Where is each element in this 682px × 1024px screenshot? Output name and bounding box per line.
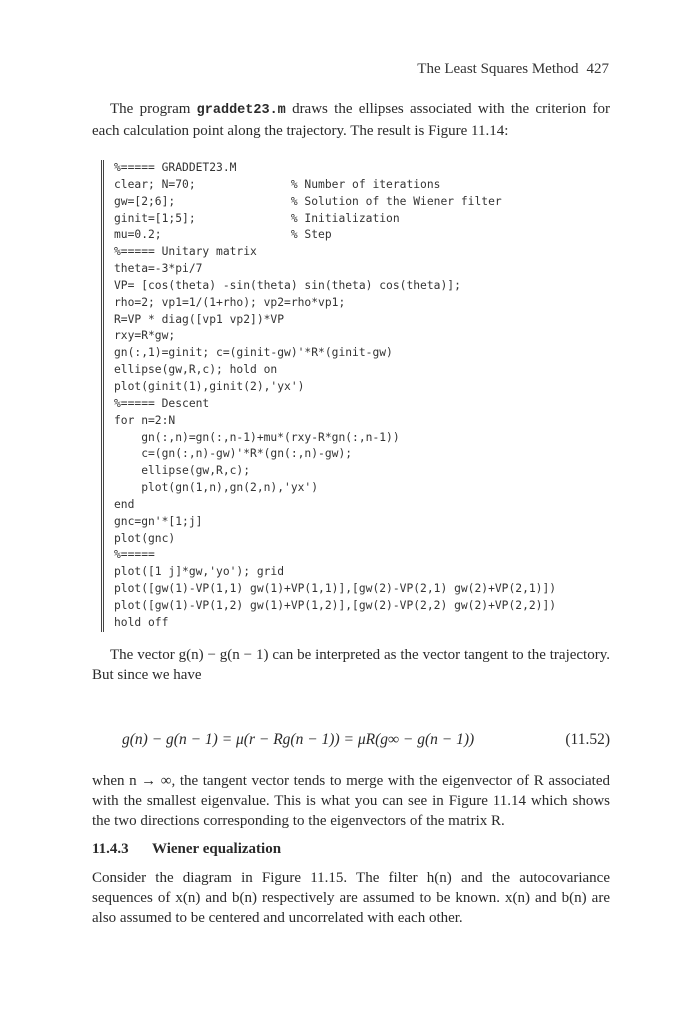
- code-line: gw=[2;6]; % Solution of the Wiener filter: [114, 194, 502, 208]
- equation-number: (11.52): [565, 731, 610, 748]
- code-line: %===== GRADDET23.M: [114, 161, 237, 174]
- code-line: plot([gw(1)-VP(1,2) gw(1)+VP(1,2)],[gw(2)-VP(2,2) gw(2)+VP(2,2)]): [114, 598, 557, 612]
- wiener-paragraph: Consider the diagram in Figure 11.15. The filter h(n) and the autocovariance sequences of x(n) and b(n) respectively are assumed to be known. x(n) and b(n) are also assumed to be centered and uncorrelated with each other.: [92, 870, 610, 926]
- code-line: rxy=R*gw;: [114, 329, 176, 343]
- code-line: mu=0.2; % Step: [114, 228, 332, 242]
- code-line: gn(:,n)=gn(:,n-1)+mu*(rxy-R*gn(:,n-1)): [114, 430, 400, 444]
- section-heading: [92, 841, 281, 858]
- equation-11-52: [92, 731, 610, 755]
- running-header: [417, 61, 609, 78]
- code-line: R=VP * diag([vp1 vp2])*VP: [114, 312, 285, 326]
- limit-paragraph: when n → ∞, the tangent vector tends to merge with the eigenvector of R associated with the smallest eigenvalue. This is what you can see in Figure 11.14 which shows the two directions corresponding to the eigenvectors of the matrix R.: [92, 773, 610, 829]
- code-line: theta=-3*pi/7: [114, 262, 203, 276]
- code-line: ellipse(gw,R,c); hold on: [114, 363, 278, 377]
- code-line: ellipse(gw,R,c);: [114, 464, 251, 478]
- code-line: %=====: [114, 548, 155, 562]
- code-line: %===== Unitary matrix: [114, 245, 257, 259]
- code-line: ginit=[1;5]; % Initialization: [114, 211, 400, 225]
- code-line: c=(gn(:,n)-gw)'*R*(gn(:,n)-gw);: [114, 447, 353, 461]
- code-line: %===== Descent: [114, 396, 210, 410]
- intro-text-after: draws the ellipses associated with the criterion for each calculation point along the trajectory. The result is Figure 11.14:: [92, 101, 610, 139]
- code-line: gn(:,1)=ginit; c=(ginit-gw)'*R*(ginit-gw): [114, 346, 393, 360]
- code-line: hold off: [114, 615, 169, 629]
- code-line: gnc=gn'*[1;j]: [114, 514, 203, 528]
- vector-paragraph: The vector g(n) − g(n − 1) can be interpreted as the vector tangent to the trajectory. But since we have: [92, 647, 610, 683]
- running-title: The Least Squares Method: [417, 61, 579, 77]
- code-line: plot(gn(1,n),gn(2,n),'yx'): [114, 481, 319, 495]
- code-line: plot(gnc): [114, 531, 176, 545]
- code-line: clear; N=70; % Number of iterations: [114, 177, 441, 191]
- code-line: VP= [cos(theta) -sin(theta) sin(theta) cos(theta)];: [114, 278, 461, 292]
- code-line: plot([1 j]*gw,'yo'); grid: [114, 565, 285, 579]
- intro-text-before: The program: [110, 101, 197, 117]
- code-line: plot(ginit(1),ginit(2),'yx'): [114, 379, 305, 393]
- intro-paragraph: [92, 99, 610, 141]
- code-line: end: [114, 497, 135, 511]
- code-line: rho=2; vp1=1/(1+rho); vp2=rho*vp1;: [114, 295, 346, 309]
- code-listing: [101, 160, 619, 632]
- code-line: plot([gw(1)-VP(1,1) gw(1)+VP(1,1)],[gw(2)-VP(2,1) gw(2)+VP(2,1)]): [114, 582, 557, 596]
- section-title: Wiener equalization: [152, 841, 282, 857]
- program-filename: graddet23.m: [196, 103, 286, 118]
- code-line: for n=2:N: [114, 413, 176, 427]
- equation-body: g(n) − g(n − 1) = μ(r − Rg(n − 1)) = μR(g∞ − g(n − 1)): [122, 731, 475, 748]
- section-number: 11.4.3: [92, 841, 129, 857]
- page-number: 427: [586, 61, 609, 77]
